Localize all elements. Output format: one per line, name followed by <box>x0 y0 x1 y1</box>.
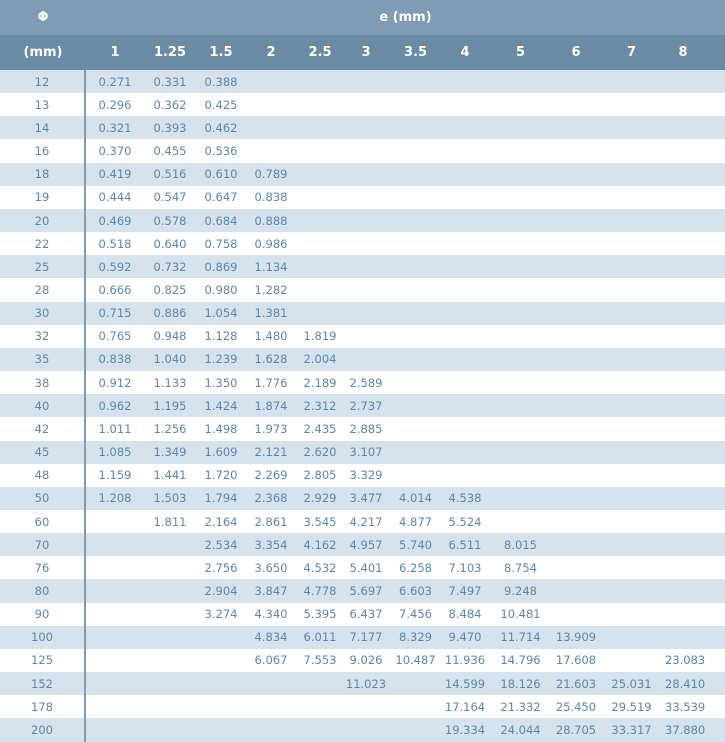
diameter-cell: 38 <box>0 371 86 394</box>
value-cell: 0.986 <box>254 236 288 251</box>
value-cell: 0.321 <box>98 120 132 135</box>
value-cell: 0.331 <box>153 74 187 89</box>
value-cell: 1.480 <box>254 329 288 344</box>
value-cell: 23.083 <box>665 653 706 668</box>
diameter-cell: 13 <box>0 93 86 116</box>
table-row <box>0 255 725 278</box>
value-cell: 1.054 <box>204 306 238 321</box>
value-cell: 0.647 <box>204 190 238 205</box>
table-row <box>0 93 725 116</box>
table-row <box>0 348 725 371</box>
value-cell: 10.487 <box>395 653 436 668</box>
e-column-header: 2.5 <box>308 45 332 60</box>
table-row <box>0 464 725 487</box>
value-cell: 1.349 <box>153 445 187 460</box>
value-cell: 1.195 <box>153 398 187 413</box>
value-cell: 2.861 <box>254 514 288 529</box>
value-cell: 7.553 <box>303 653 337 668</box>
value-cell: 1.128 <box>204 329 238 344</box>
value-cell: 9.026 <box>349 653 383 668</box>
value-cell: 7.177 <box>349 630 383 645</box>
value-cell: 6.437 <box>349 607 383 622</box>
value-cell: 8.329 <box>399 630 432 645</box>
value-cell: 0.838 <box>254 190 288 205</box>
e-column-header: 1.5 <box>209 45 233 60</box>
e-column-header: 3.5 <box>403 45 428 60</box>
value-cell: 4.834 <box>254 630 288 645</box>
table-row <box>0 70 725 93</box>
table-row <box>0 394 725 417</box>
unit-label: (mm) <box>23 45 63 60</box>
value-cell: 0.362 <box>153 97 187 112</box>
value-cell: 25.450 <box>555 699 597 714</box>
value-cell: 3.650 <box>254 560 288 575</box>
diameter-cell: 125 <box>0 649 86 672</box>
value-cell: 0.869 <box>204 259 238 274</box>
value-cell: 1.503 <box>153 491 187 506</box>
table-row <box>0 417 725 440</box>
phi-header: Φ <box>37 10 49 25</box>
value-cell: 3.545 <box>303 514 337 529</box>
value-cell: 0.444 <box>98 190 132 205</box>
value-cell: 0.948 <box>153 329 187 344</box>
value-cell: 21.603 <box>555 676 597 691</box>
table-row <box>0 163 725 186</box>
table-row <box>0 232 725 255</box>
value-cell: 0.610 <box>204 167 238 182</box>
table-row <box>0 325 725 348</box>
e-column-header: 5 <box>515 45 526 60</box>
value-cell: 29.519 <box>611 699 652 714</box>
value-cell: 0.838 <box>98 352 132 367</box>
value-cell: 1.628 <box>254 352 288 367</box>
value-cell: 33.539 <box>665 699 706 714</box>
value-cell: 2.737 <box>349 398 383 413</box>
diameter-cell: 178 <box>0 695 86 718</box>
value-cell: 0.980 <box>204 282 238 297</box>
e-column-header: 7 <box>626 45 637 60</box>
diameter-cell: 80 <box>0 579 86 602</box>
value-cell: 2.368 <box>254 491 288 506</box>
diameter-cell: 48 <box>0 464 86 487</box>
value-cell: 0.271 <box>98 74 132 89</box>
value-cell: 0.666 <box>98 282 132 297</box>
diameter-cell: 42 <box>0 417 86 440</box>
value-cell: 5.524 <box>448 514 482 529</box>
value-cell: 0.684 <box>204 213 238 228</box>
value-cell: 4.778 <box>303 584 337 599</box>
value-cell: 6.511 <box>448 537 482 552</box>
value-cell: 1.609 <box>204 445 238 460</box>
value-cell: 3.329 <box>349 468 383 483</box>
value-cell: 6.603 <box>399 584 432 599</box>
value-cell: 14.599 <box>444 676 486 691</box>
value-cell: 2.589 <box>349 375 383 390</box>
value-cell: 1.973 <box>254 421 288 436</box>
table-row <box>0 209 725 232</box>
value-cell: 2.121 <box>254 445 288 460</box>
value-cell: 13.909 <box>555 630 597 645</box>
value-cell: 1.040 <box>153 352 187 367</box>
value-cell: 3.274 <box>204 607 238 622</box>
value-cell: 8.015 <box>504 537 537 552</box>
diameter-cell: 19 <box>0 186 86 209</box>
table-row <box>0 371 725 394</box>
value-cell: 2.620 <box>303 445 337 460</box>
value-cell: 0.888 <box>254 213 288 228</box>
value-cell: 1.011 <box>98 421 132 436</box>
diameter-cell: 25 <box>0 255 86 278</box>
table-row <box>0 186 725 209</box>
value-cell: 1.239 <box>204 352 238 367</box>
value-cell: 7.103 <box>448 560 482 575</box>
value-cell: 1.794 <box>204 491 238 506</box>
diameter-cell: 90 <box>0 603 86 626</box>
value-cell: 37.880 <box>665 722 706 737</box>
value-cell: 0.912 <box>98 375 132 390</box>
value-cell: 17.164 <box>444 699 486 714</box>
e-column-header: 6 <box>571 45 581 60</box>
value-cell: 7.497 <box>448 584 482 599</box>
value-cell: 19.334 <box>444 722 486 737</box>
value-cell: 17.608 <box>555 653 597 668</box>
diameter-cell: 70 <box>0 533 86 556</box>
e-column-header: 2 <box>266 45 276 60</box>
diameter-cell: 152 <box>0 672 86 695</box>
diameter-cell: 100 <box>0 626 86 649</box>
value-cell: 1.424 <box>204 398 238 413</box>
value-cell: 1.159 <box>98 468 132 483</box>
value-cell: 4.538 <box>448 491 482 506</box>
value-cell: 25.031 <box>611 676 652 691</box>
table-row <box>0 603 725 626</box>
value-cell: 1.256 <box>153 421 187 436</box>
value-cell: 5.395 <box>303 607 337 622</box>
value-cell: 0.296 <box>98 97 132 112</box>
value-cell: 2.435 <box>303 421 337 436</box>
diameter-cell: 40 <box>0 394 86 417</box>
diameter-cell: 35 <box>0 348 86 371</box>
table-row <box>0 695 725 718</box>
value-cell: 0.789 <box>254 167 288 182</box>
value-cell: 0.469 <box>98 213 132 228</box>
table-row <box>0 302 725 325</box>
value-cell: 4.340 <box>254 607 288 622</box>
value-cell: 2.929 <box>303 491 337 506</box>
value-cell: 0.886 <box>153 306 187 321</box>
value-cell: 28.410 <box>665 676 706 691</box>
value-cell: 0.425 <box>204 97 238 112</box>
value-cell: 1.350 <box>204 375 238 390</box>
value-cell: 33.317 <box>611 722 652 737</box>
value-cell: 8.484 <box>448 607 482 622</box>
value-cell: 1.874 <box>254 398 288 413</box>
value-cell: 2.004 <box>303 352 337 367</box>
diameter-cell: 18 <box>0 163 86 186</box>
value-cell: 2.805 <box>303 468 337 483</box>
value-cell: 0.518 <box>98 236 132 251</box>
value-cell: 5.740 <box>399 537 432 552</box>
diameter-cell: 50 <box>0 487 86 510</box>
value-cell: 0.370 <box>98 144 132 159</box>
e-header-title: e (mm) <box>379 10 432 25</box>
value-cell: 1.134 <box>254 259 288 274</box>
value-cell: 0.758 <box>204 236 238 251</box>
value-cell: 1.133 <box>153 375 187 390</box>
value-cell: 7.456 <box>399 607 432 622</box>
value-cell: 4.014 <box>399 491 432 506</box>
value-cell: 4.532 <box>303 560 337 575</box>
diameter-cell: 200 <box>0 718 86 741</box>
e-column-header: 1.25 <box>153 45 187 60</box>
value-cell: 2.534 <box>204 537 238 552</box>
value-cell: 0.393 <box>153 120 187 135</box>
table-row <box>0 672 725 695</box>
value-cell: 6.067 <box>254 653 288 668</box>
value-cell: 3.354 <box>254 537 288 552</box>
value-cell: 0.592 <box>98 259 132 274</box>
value-cell: 0.516 <box>153 167 187 182</box>
value-cell: 2.269 <box>254 468 288 483</box>
value-cell: 2.312 <box>303 398 337 413</box>
e-column-header: 4 <box>460 45 470 60</box>
value-cell: 1.720 <box>204 468 238 483</box>
value-cell: 3.477 <box>349 491 383 506</box>
value-cell: 2.756 <box>204 560 238 575</box>
value-cell: 0.715 <box>98 306 132 321</box>
value-cell: 3.847 <box>254 584 288 599</box>
diameter-cell: 60 <box>0 510 86 533</box>
value-cell: 21.332 <box>500 699 541 714</box>
value-cell: 0.578 <box>153 213 187 228</box>
diameter-cell: 12 <box>0 70 86 93</box>
value-cell: 0.536 <box>204 144 238 159</box>
table-row <box>0 510 725 533</box>
value-cell: 1.441 <box>153 468 187 483</box>
diameter-cell: 16 <box>0 139 86 162</box>
diameter-cell: 76 <box>0 556 86 579</box>
value-cell: 1.381 <box>254 306 288 321</box>
value-cell: 2.904 <box>204 584 238 599</box>
e-column-header: 3 <box>361 45 371 60</box>
value-cell: 1.208 <box>98 491 132 506</box>
table-row <box>0 441 725 464</box>
value-cell: 3.107 <box>349 445 383 460</box>
value-cell: 1.282 <box>254 282 288 297</box>
value-cell: 0.765 <box>98 329 132 344</box>
table-row <box>0 718 725 741</box>
value-cell: 28.705 <box>555 722 597 737</box>
table-body <box>0 70 725 742</box>
value-cell: 11.714 <box>500 630 541 645</box>
value-cell: 5.697 <box>349 584 383 599</box>
value-cell: 2.189 <box>303 375 337 390</box>
value-cell: 18.126 <box>500 676 541 691</box>
diameter-cell: 30 <box>0 302 86 325</box>
value-cell: 0.388 <box>204 74 238 89</box>
table-row <box>0 626 725 649</box>
table-row <box>0 579 725 602</box>
value-cell: 6.258 <box>399 560 432 575</box>
value-cell: 24.044 <box>500 722 541 737</box>
diameter-cell: 32 <box>0 325 86 348</box>
value-cell: 2.885 <box>349 421 383 436</box>
diameter-cell: 22 <box>0 232 86 255</box>
value-cell: 1.811 <box>153 514 187 529</box>
value-cell: 2.164 <box>204 514 238 529</box>
e-column-header: 8 <box>678 45 688 60</box>
value-cell: 1.498 <box>204 421 238 436</box>
value-cell: 0.640 <box>153 236 187 251</box>
value-cell: 1.085 <box>98 445 132 460</box>
table-row <box>0 278 725 301</box>
table-row <box>0 487 725 510</box>
table-row <box>0 649 725 672</box>
value-cell: 14.796 <box>500 653 541 668</box>
value-cell: 0.455 <box>153 144 187 159</box>
value-cell: 9.248 <box>504 584 537 599</box>
value-cell: 9.470 <box>448 630 482 645</box>
e-column-header: 1 <box>110 45 120 60</box>
value-cell: 0.419 <box>98 167 132 182</box>
table-row <box>0 533 725 556</box>
header-row-units <box>0 35 725 70</box>
value-cell: 10.481 <box>500 607 541 622</box>
value-cell: 0.547 <box>153 190 187 205</box>
diameter-cell: 14 <box>0 116 86 139</box>
table-row <box>0 556 725 579</box>
value-cell: 11.936 <box>444 653 486 668</box>
value-cell: 6.011 <box>303 630 337 645</box>
value-cell: 0.825 <box>153 282 187 297</box>
value-cell: 0.962 <box>98 398 132 413</box>
value-cell: 0.732 <box>153 259 187 274</box>
value-cell: 8.754 <box>504 560 537 575</box>
value-cell: 4.217 <box>349 514 383 529</box>
value-cell: 11.023 <box>345 676 387 691</box>
value-cell: 1.776 <box>254 375 288 390</box>
value-cell: 1.819 <box>303 329 337 344</box>
diameter-cell: 20 <box>0 209 86 232</box>
value-cell: 4.877 <box>399 514 432 529</box>
value-cell: 5.401 <box>349 560 383 575</box>
table-row <box>0 116 725 139</box>
table-row <box>0 139 725 162</box>
diameter-cell: 45 <box>0 441 86 464</box>
value-cell: 4.957 <box>349 537 383 552</box>
value-cell: 4.162 <box>303 537 337 552</box>
header-row-title <box>0 0 725 35</box>
value-cell: 0.462 <box>204 120 238 135</box>
diameter-cell: 28 <box>0 278 86 301</box>
